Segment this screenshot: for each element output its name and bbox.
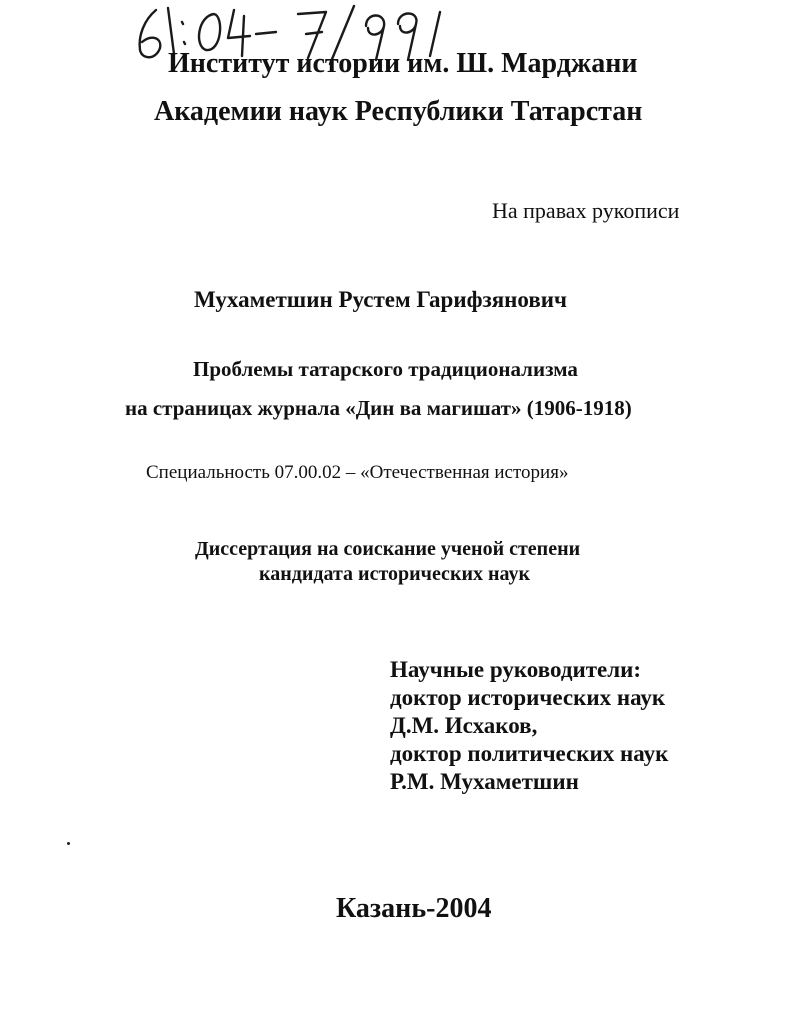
- supervisors-heading: Научные руководители:: [390, 657, 642, 682]
- scan-speck: [67, 842, 70, 845]
- city-year: Казань-2004: [336, 893, 492, 924]
- author-name: Мухаметшин Рустем Гарифзянович: [194, 287, 567, 312]
- dissertation-title-line1: Проблемы татарского традиционализма: [193, 357, 578, 381]
- supervisor-line: доктор политических наук: [390, 741, 669, 766]
- specialty-line: Специальность 07.00.02 – «Отечественная история»: [146, 462, 569, 483]
- supervisor-line: Р.М. Мухаметшин: [390, 769, 579, 794]
- degree-line2: кандидата исторических наук: [259, 563, 531, 585]
- degree-line1: Диссертация на соискание ученой степени: [195, 538, 581, 560]
- dissertation-title-line2: на страницах журнала «Дин ва магишат» (1906-1918): [125, 396, 632, 420]
- institute-name-line2: Академии наук Республики Татарстан: [154, 96, 643, 127]
- supervisor-line: Д.М. Исхаков,: [390, 713, 538, 738]
- supervisor-line: доктор исторических наук: [390, 685, 666, 710]
- institute-name-line1: Институт истории им. Ш. Марджани: [168, 48, 638, 79]
- supervisors-block: [390, 656, 668, 796]
- manuscript-rights-label: На правах рукописи: [492, 198, 680, 223]
